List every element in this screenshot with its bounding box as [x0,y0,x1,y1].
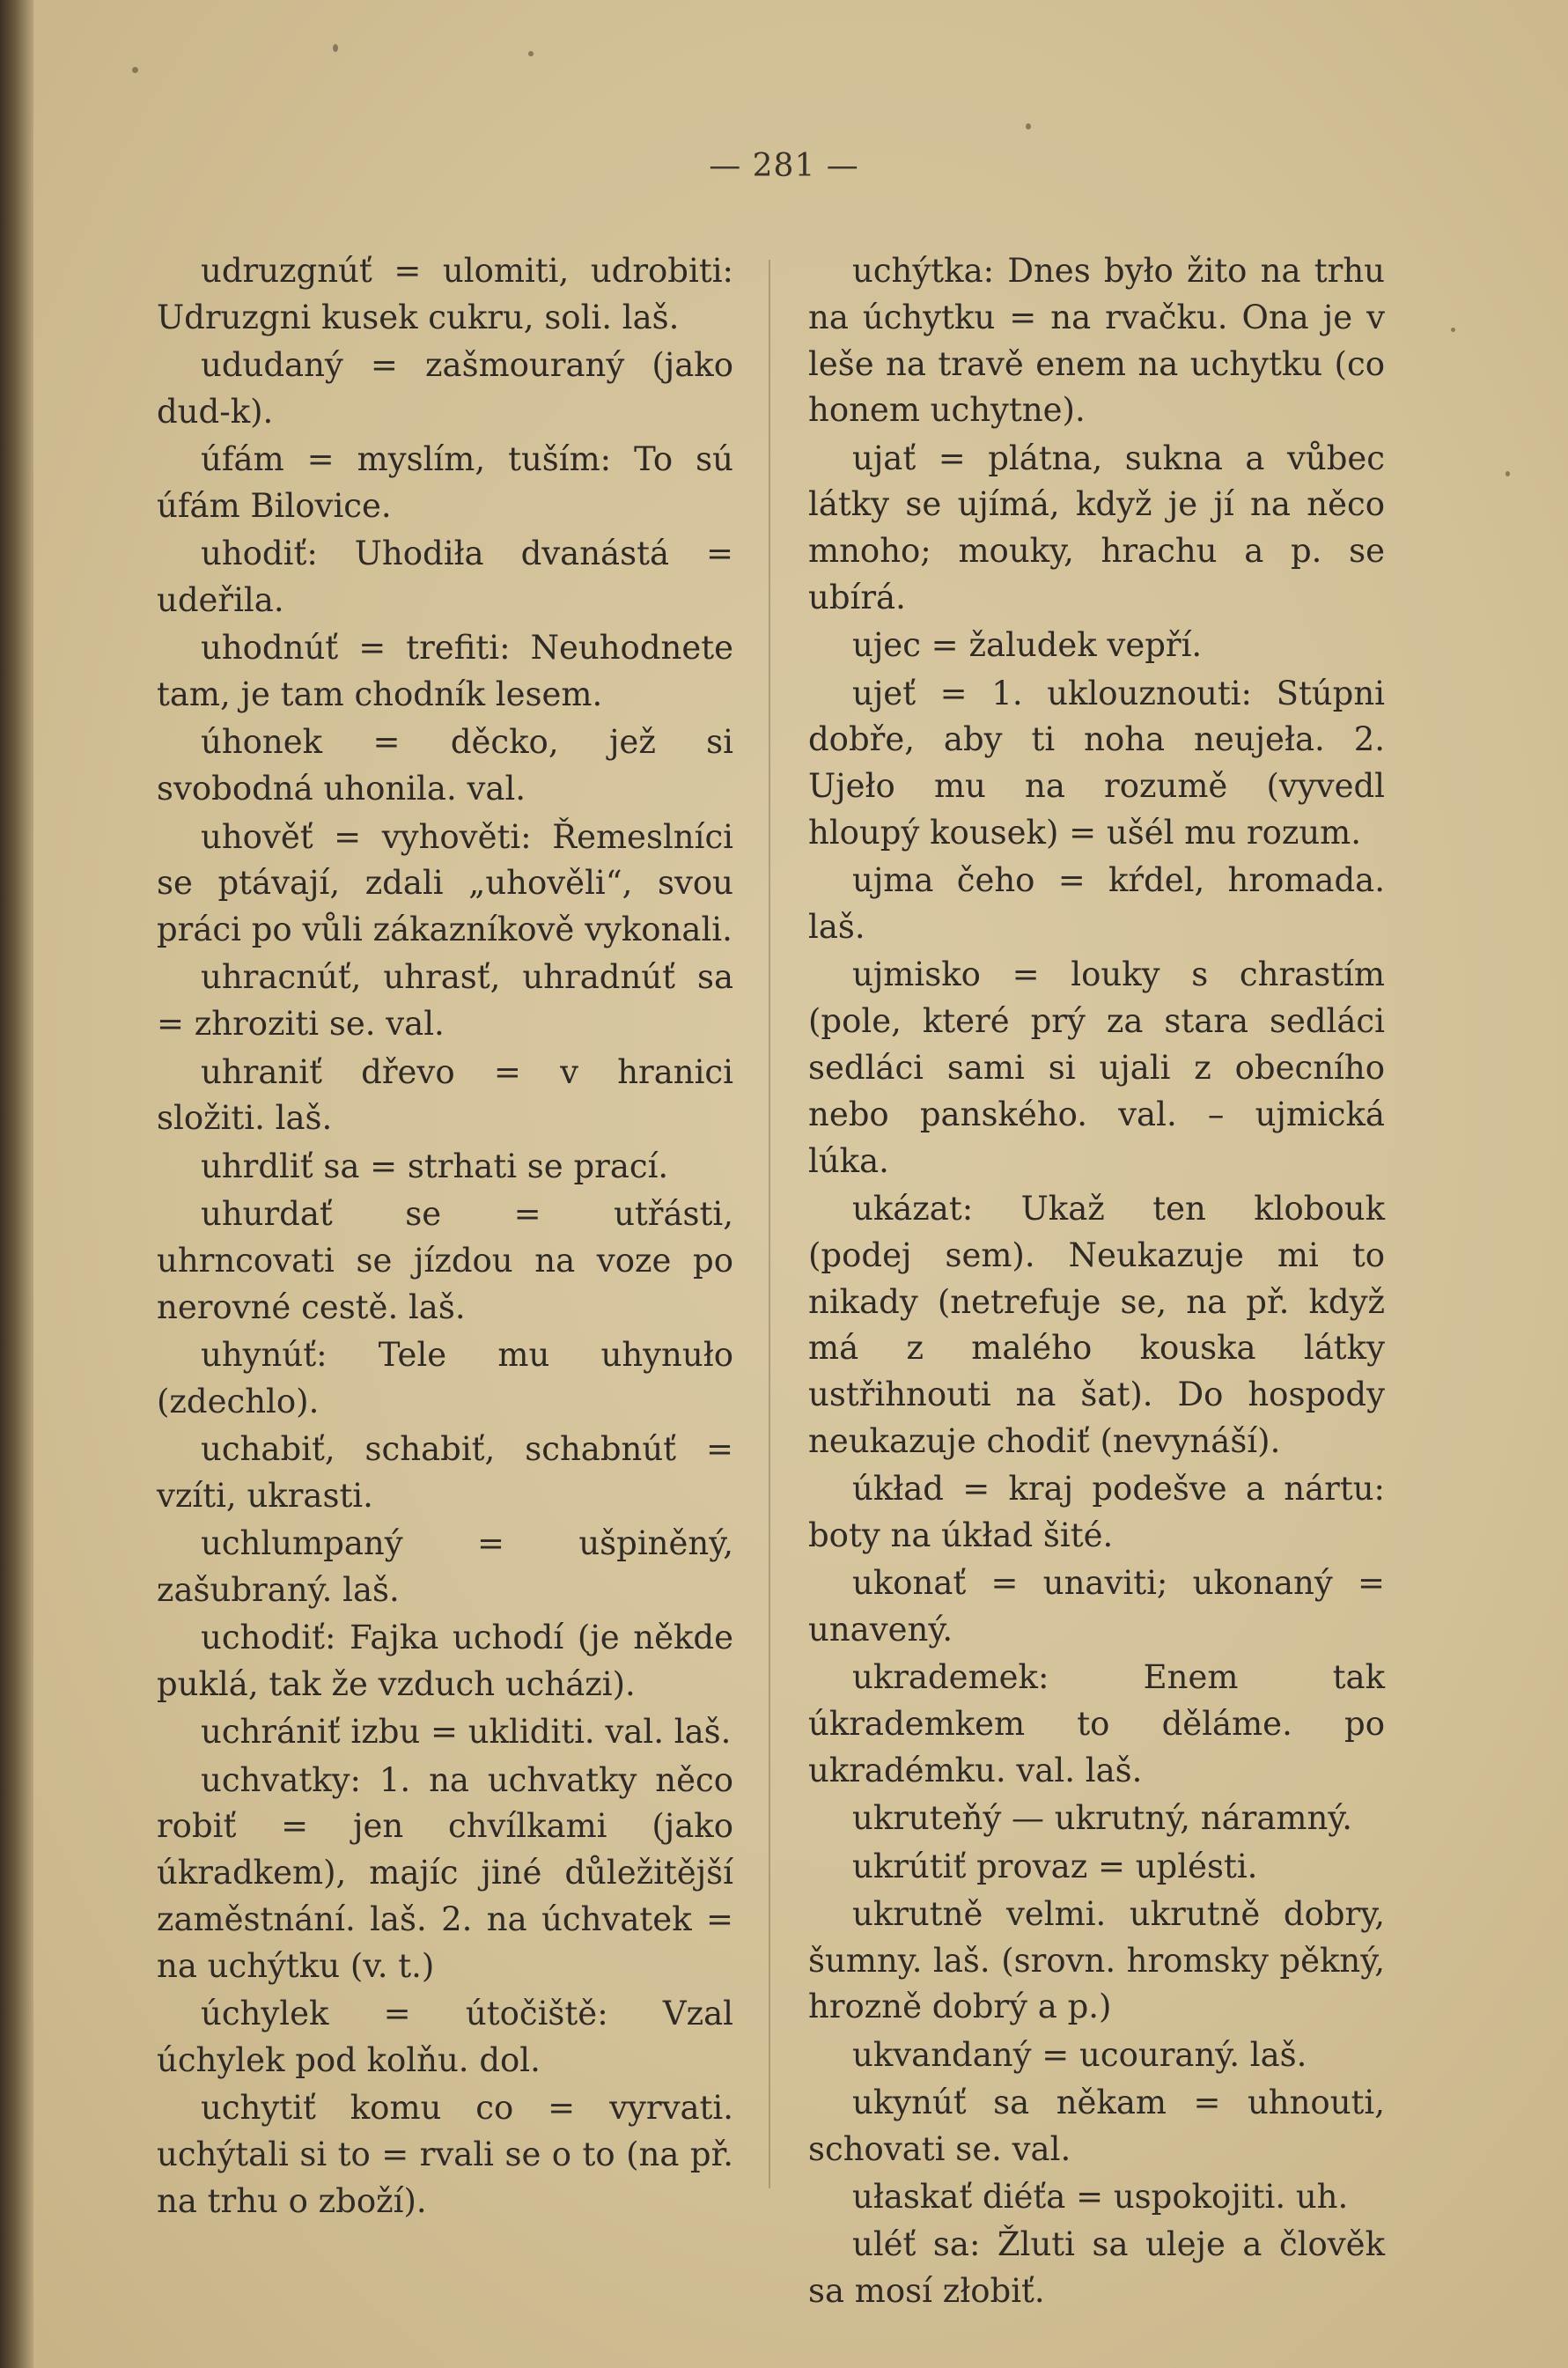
dictionary-entry: uchodiť: Fajka uchodí (je někde puklá, tak že vzduch ucházi). [157,1619,733,1703]
dictionary-entry: uchvatky: 1. na uchvatky něco robiť = jen chvílkami (jako úkradkem), majíc jiné důležitější zaměstnání. laš. 2. na úchvatek = na uchýtku (v. t.) [157,1760,733,1985]
left-column [157,248,733,2226]
dictionary-entry: ukrutně velmi. ukrutně dobry, šumny. laš. (srovn. hromsky pěkný, hrozně dobrý a p.) [808,1894,1385,2026]
dictionary-entry: ukázat: Ukaž ten klobouk (podej sem). Neukazuje mi to nikady (netrefuje se, na př. když má z malého kouska látky ustřihnouti na šat). Do hospody neukazuje chodiť (nevynáší). [808,1189,1385,1460]
dictionary-entry: ułaskať diéťa = uspokojiti. uh. [852,2178,1349,2217]
dictionary-entry: uléť sa: Žluti sa uleje a člověk sa mosí złobiť. [808,2225,1385,2311]
dictionary-entry: uchytiť komu co = vyrvati. uchýtali si to = rvali se o to (na př. na trhu o zboží). [157,2089,733,2220]
dictionary-entry: uhověť = vyhověti: Řemeslníci se ptávají, zdali „uhověli“, svou práci po vůli zákazníkově vykonali. [157,817,733,949]
dictionary-entry: ukruteňý — ukrutný, náramný. [852,1799,1353,1838]
dictionary-entry: ukrútiť provaz = uplésti. [852,1847,1258,1885]
dictionary-entry: ukvandaný = ucouraný. laš. [852,2035,1307,2074]
dictionary-entry: ujec = žaludek vepří. [852,626,1203,665]
dictionary-entry: ujať = plátna, sukna a vůbec látky se ujímá, když je jí na něco mnoho; mouky, hrachu a p. se ubírá. [808,439,1385,617]
dictionary-entry: uchabiť, schabiť, schabnúť = vzíti, ukrasti. [157,1429,733,1515]
dictionary-entry: uchrániť izbu = ukliditi. val. laš. [201,1713,732,1752]
dictionary-entry: uhrdliť sa = strhati se prací. [201,1147,669,1185]
paper-stain [1026,123,1031,129]
dictionary-entry: uhracnúť, uhrasť, uhradnúť sa = zhroziti se. val. [157,958,733,1044]
paper-stain [132,67,138,73]
dictionary-entry: ududaný = zašmouraný (jako dud-k). [157,346,733,431]
dictionary-entry: úkład = kraj podešve a nártu: boty na úkład šité. [808,1470,1385,1555]
paper-stain [1505,471,1510,476]
dictionary-entry: ujeť = 1. uklouznouti: Stúpni dobře, aby ti noha neujeła. 2. Ujeło mu na rozumě (vyvedl hloupý kousek) = ušél mu rozum. [808,674,1385,852]
dictionary-entry: úfám = myslím, tuším: To sú úfám Bilovice. [157,440,733,525]
right-column [808,248,1385,2317]
dictionary-entry: uhynúť: Tele mu uhynuło (zdechlo). [157,1335,733,1420]
dictionary-entry: uhodnúť = trefiti: Neuhodnete tam, je tam chodník lesem. [157,629,733,714]
dictionary-entry: ujma čeho = kŕdel, hromada. laš. [808,861,1385,947]
paper-stain [333,44,338,52]
dictionary-entry: ukonať = unaviti; ukonaný = unavený. [808,1564,1385,1649]
book-gutter-shadow [0,0,33,2368]
paper-stain [1451,328,1455,332]
page-number: — 281 — [709,148,859,184]
dictionary-entry: ukynúť sa někam = uhnouti, schovati se. val. [808,2084,1385,2168]
paper-stain [528,51,534,56]
dictionary-entry: uhurdať se = utřásti, uhrncovati se jízdou na voze po nerovné cestě. laš. [157,1194,733,1326]
dictionary-entry: uchýtka: Dnes było žito na trhu na úchytku = na rvačku. Ona je v leše na travě enem na uchytku (co honem uchytne). [808,252,1385,430]
dictionary-entry: uhodiť: Uhodiła dvanástá = udeřila. [157,535,733,620]
dictionary-entry: uhraniť dřevo = v hranici složiti. laš. [157,1052,733,1138]
column-divider [769,260,770,2188]
dictionary-entry: ukrademek: Enem tak úkrademkem to děláme. po ukradémku. val. laš. [808,1658,1385,1789]
dictionary-entry: ujmisko = louky s chrastím (pole, které prý za stara sedláci sedláci sami si ujali z obecního nebo panského. val. – ujmická lúka. [808,955,1385,1180]
dictionary-entry: úchylek = útočiště: Vzal úchylek pod kolňu. dol. [157,1994,733,2079]
dictionary-entry: udruzgnúť = ulomiti, udrobiti: Udruzgni kusek cukru, soli. laš. [157,252,733,336]
dictionary-entry: uchlumpaný = ušpiněný, zašubraný. laš. [157,1524,733,1609]
dictionary-entry: úhonek = děcko, jež si svobodná uhonila. val. [157,723,733,808]
